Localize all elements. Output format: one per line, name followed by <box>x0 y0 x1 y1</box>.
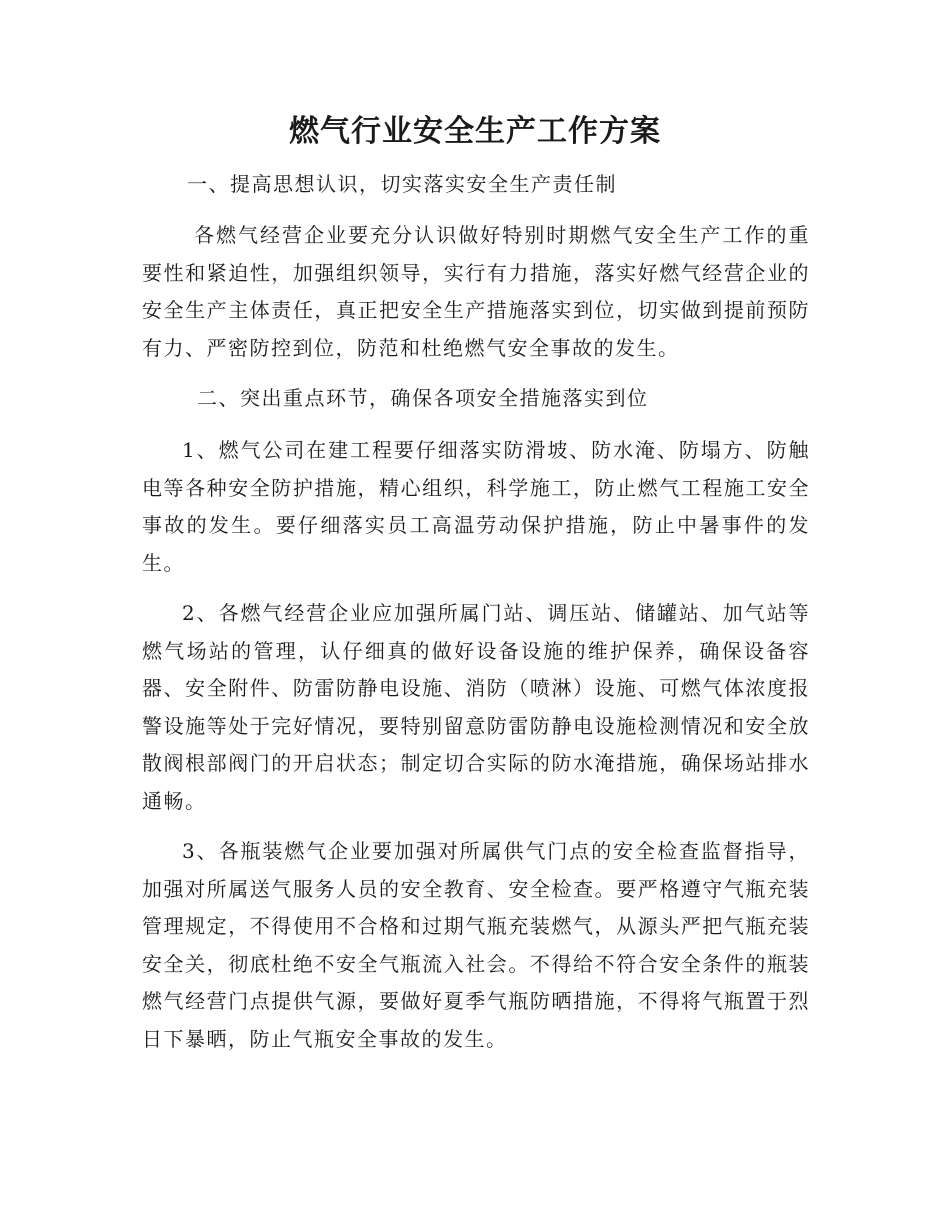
paragraph-item-2: 2、各燃气经营企业应加强所属门站、调压站、储罐站、加气站等燃气场站的管理，认仔细真的做好设备设施的维护保养，确保设备容器、安全附件、防雷防静电设施、消防（喷淋）设施、可燃气体浓度报警设施等处于完好情况，要特别留意防雷防静电设施检测情况和安全放散阀根部阀门的开启状态；制定切合实际的防水淹措施，确保场站排水通畅。 <box>142 601 810 813</box>
document-title: 燃气行业安全生产工作方案 <box>289 114 661 149</box>
section-heading-2: 二、突出重点环节，确保各项安全措施落实到位 <box>197 386 649 410</box>
paragraph-1: 各燃气经营企业要充分认识做好特别时期燃气安全生产工作的重要性和紧迫性，加强组织领导，实行有力措施，落实好燃气经营企业的安全生产主体责任，真正把安全生产措施落实到位，切实做到提前预防有力、严密防控到位，防范和杜绝燃气安全事故的发生。 <box>142 223 810 360</box>
paragraph-item-3: 3、各瓶装燃气企业要加强对所属供气门点的安全检查监督指导，加强对所属送气服务人员的安全教育、安全检查。要严格遵守气瓶充装管理规定，不得使用不合格和过期气瓶充装燃气，从源头严把气瓶充装安全关，彻底杜绝不安全气瓶流入社会。不得给不符合安全条件的瓶装燃气经营门点提供气源，要做好夏季气瓶防晒措施，不得将气瓶置于烈日下暴晒，防止气瓶安全事故的发生。 <box>142 839 810 1051</box>
paragraph-item-1: 1、燃气公司在建工程要仔细落实防滑坡、防水淹、防塌方、防触电等各种安全防护措施，精心组织，科学施工，防止燃气工程施工安全事故的发生。要仔细落实员工高温劳动保护措施，防止中暑事件的发生。 <box>142 438 810 575</box>
section-heading-1: 一、提高思想认识，切实落实安全生产责任制 <box>187 172 617 196</box>
